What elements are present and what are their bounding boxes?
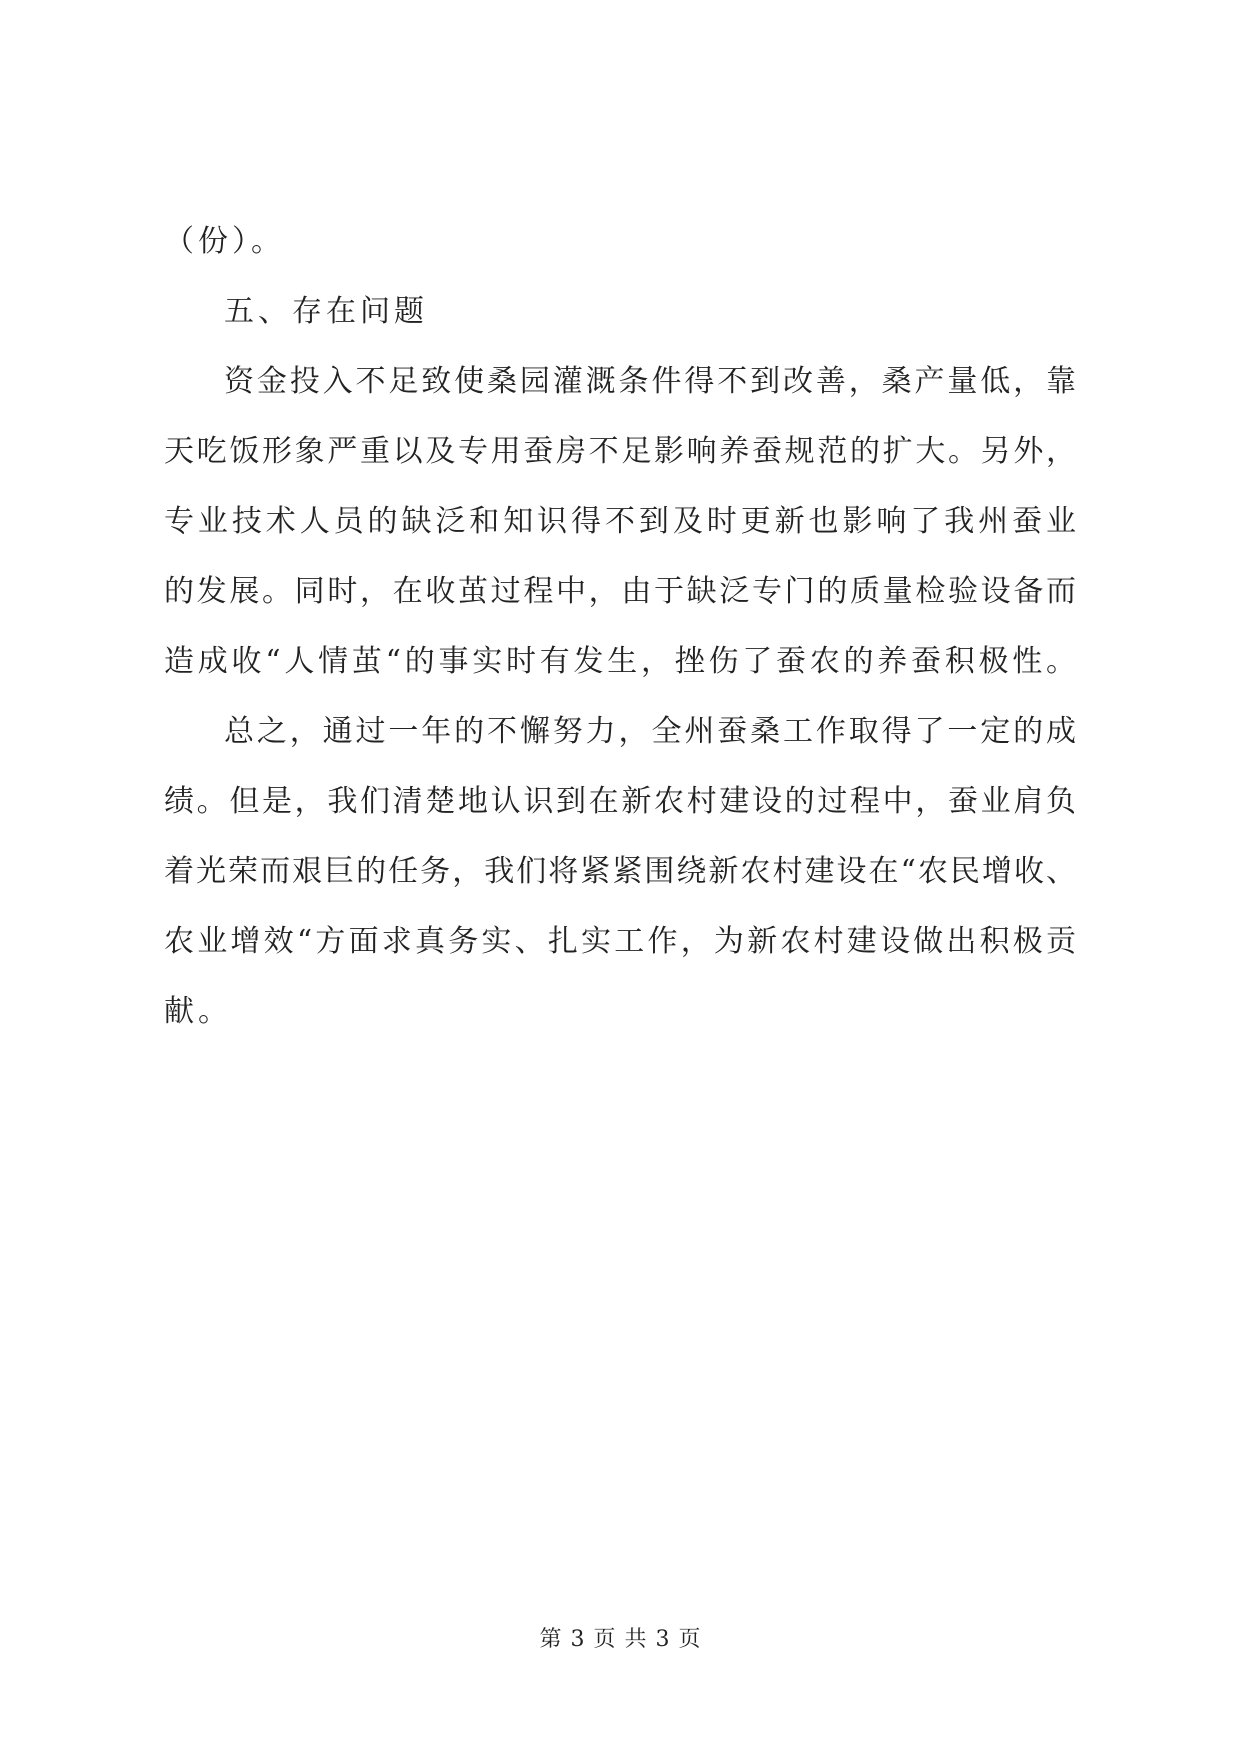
text-line-1: （份）。: [164, 224, 285, 259]
paragraph-2-line-4: 农业增效“方面求真务实、扎实工作，为新农村建设做出积极贡: [164, 924, 1076, 959]
paragraph-1-line-5: 造成收“人情茧“的事实时有发生，挫伤了蚕农的养蚕积极性。: [164, 644, 1076, 679]
paragraph-1-line-4: 的发展。同时，在收茧过程中，由于缺泛专门的质量检验设备而: [164, 574, 1076, 609]
paragraph-1-line-1: 资金投入不足致使桑园灌溉条件得不到改善，桑产量低，靠: [224, 364, 1076, 399]
paragraph-2-line-3: 着光荣而艰巨的任务，我们将紧紧围绕新农村建设在“农民增收、: [164, 854, 1076, 889]
paragraph-2-line-1: 总之，通过一年的不懈努力，全州蚕桑工作取得了一定的成: [224, 714, 1076, 749]
page-footer: 第 3 页 共 3 页: [539, 1627, 702, 1652]
paragraph-2-line-5: 献。: [164, 994, 232, 1029]
paragraph-2-line-2: 绩。但是，我们清楚地认识到在新农村建设的过程中，蚕业肩负: [164, 784, 1076, 819]
paragraph-1-line-3: 专业技术人员的缺泛和知识得不到及时更新也影响了我州蚕业: [164, 504, 1076, 539]
paragraph-1-line-2: 天吃饭形象严重以及专用蚕房不足影响养蚕规范的扩大。另外，: [164, 434, 1076, 469]
section-heading: 五、存在问题: [224, 294, 428, 329]
